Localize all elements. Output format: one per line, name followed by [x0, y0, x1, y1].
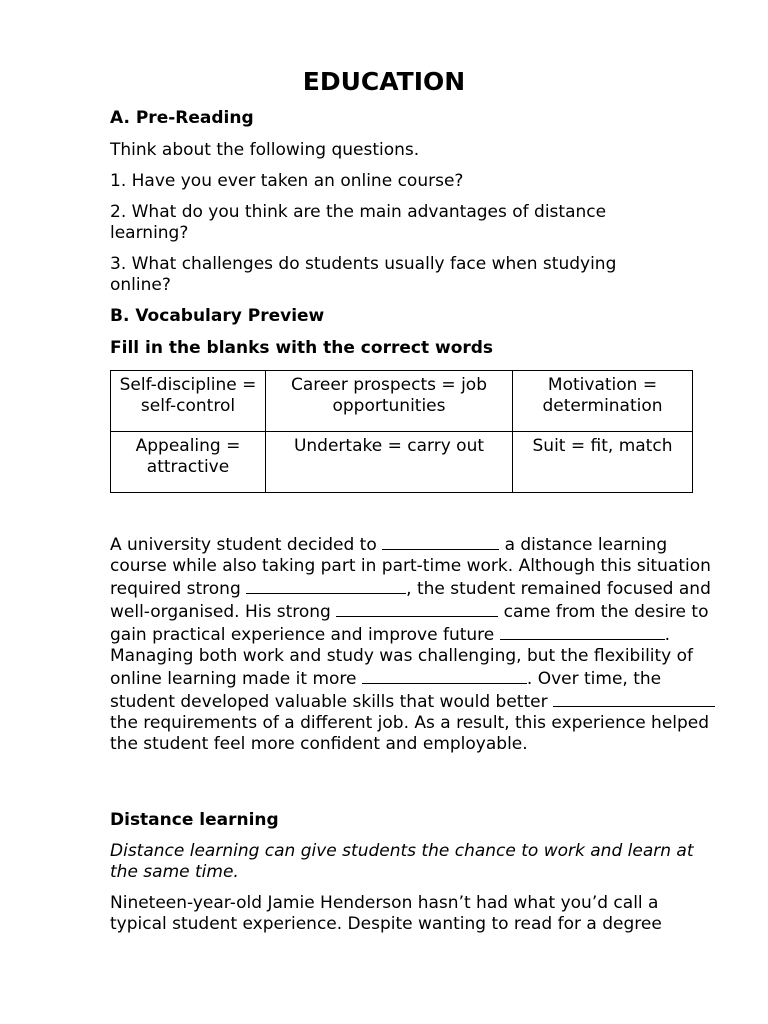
- blank-4[interactable]: [500, 623, 665, 640]
- reading-body: Nineteen-year-old Jamie Henderson hasn’t had what you’d call a typical student experience. Despite wanting to read for a degree: [110, 893, 662, 934]
- gap-text: came from the desire to gain practical experience and improve future: [110, 602, 709, 645]
- gap-text: . Over time, the student developed valuable skills that would better: [110, 669, 662, 712]
- table-row: [111, 371, 693, 432]
- pre-reading-intro: Think about the following questions.: [110, 140, 420, 160]
- gap-fill-paragraph: [110, 533, 715, 755]
- reading-heading: Distance learning: [110, 810, 279, 830]
- gap-text: A university student decided to: [110, 535, 377, 555]
- gap-text: the requirements of a different job. As a result, this experience helped the student feel more confident and employable.: [110, 713, 710, 754]
- vocab-cell: Suit = fit, match: [513, 432, 693, 493]
- vocab-instruction: Fill in the blanks with the correct words: [110, 338, 494, 358]
- reading-subtitle: Distance learning can give students the chance to work and learn at the same time.: [110, 841, 694, 882]
- vocab-cell: Undertake = carry out: [266, 432, 513, 493]
- question-3: 3. What challenges do students usually face when studying online?: [110, 254, 617, 295]
- section-a-heading: A. Pre-Reading: [110, 108, 254, 128]
- question-1: 1. Have you ever taken an online course?: [110, 171, 464, 191]
- blank-5[interactable]: [362, 667, 527, 684]
- section-b-heading: B. Vocabulary Preview: [110, 306, 325, 326]
- vocab-cell: Appealing = attractive: [111, 432, 266, 493]
- vocab-cell: Career prospects = job opportunities: [266, 371, 513, 432]
- blank-3[interactable]: [336, 600, 498, 617]
- gap-text: , the student remained focused and well-organised. His strong: [110, 579, 711, 622]
- question-2: 2. What do you think are the main advantages of distance learning?: [110, 202, 607, 243]
- blank-6[interactable]: [553, 690, 715, 707]
- table-row: [111, 432, 693, 493]
- gap-text: a distance learning course while also taking part in part-time work. Although this situation required strong: [110, 535, 711, 599]
- gap-text: . Managing both work and study was challenging, but the flexibility of online learning made it more: [110, 625, 694, 689]
- vocabulary-table: [110, 370, 693, 493]
- blank-1[interactable]: [382, 533, 499, 550]
- blank-2[interactable]: [246, 577, 406, 594]
- vocab-cell: Self-discipline = self-control: [111, 371, 266, 432]
- page-title: EDUCATION: [302, 67, 466, 96]
- vocab-cell: Motivation = determination: [513, 371, 693, 432]
